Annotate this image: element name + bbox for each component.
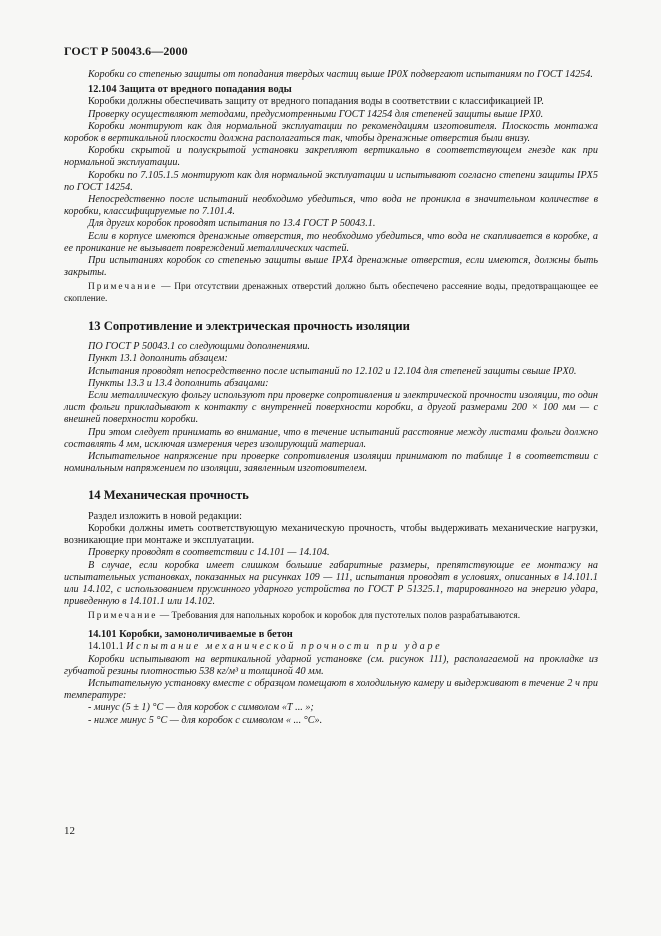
clause-title: Испытание механической прочности при ударе [126,641,443,653]
paragraph: Коробки должны иметь соответствующую механическую прочность, чтобы выдерживать механические нагрузки, возникающие при монтаже и эксплуатации. [64,522,598,547]
document-header: ГОСТ Р 50043.6—2000 [64,44,188,58]
note [64,611,598,623]
subsection-title-12-104: 12.104 Защита от вредного попадания воды [88,84,292,96]
paragraph: Коробки испытывают на вертикальной ударной установке (см. рисунок 111), располагаемой на прокладке из губчатой резины плотностью 538 кг/м³ и толщиной 40 мм. [64,653,598,677]
paragraph: При этом следует принимать во внимание, что в течение испытаний расстояние между листами фольги должно составлять 4 мм, исключая измерения через изолирующий материал. [64,426,598,450]
paragraph: При испытаниях коробок со степенью защиты выше IPX4 дренажные отверстия, если имеются, должны быть закрыты. [64,255,598,279]
note-text: — При отсутствии дренажных отверстий должно быть обеспечено рассеяние воды, предотвращающее ее скопление. [64,282,598,305]
paragraph: Испытания проводят непосредственно после испытаний по 12.102 и 12.104 для степеней защиты свыше IPX0. [88,365,577,377]
note-label: Примечание [88,282,158,293]
clause-heading [64,641,598,653]
note [64,282,598,306]
page-number: 12 [64,825,75,837]
paragraph: Коробки со степенью защиты от попадания твердых частиц выше IP0X подвергают испытаниям по ГОСТ 14254. [88,69,593,80]
paragraph: Коробки монтируют как для нормальной эксплуатации по рекомендациям изготовителя. Плоскость монтажа коробок в вертикальной плоскости должна располагаться так, чтобы дренажные отверстия были внизу. [64,120,598,145]
section-title-14: 14 Механическая прочность [88,488,249,503]
paragraph: В случае, если коробка имеет слишком большие габаритные размеры, препятствующие ее монтажу на испытательных установках, показанных на рисунках 109 — 111, испытания проводят в условиях, описанных в 14.101.1 или 14.102, с использованием пружинного ударного устройства по ГОСТ Р 51325.1, тарированного на энергию удара, приведенную в 14.101.1 или 14.102. [64,559,598,608]
paragraph: Испытательную установку вместе с образцом помещают в холодильную камеру и выдерживают в течение 2 ч при температуре: [64,677,598,702]
paragraph: Коробки должны обеспечивать защиту от вредного попадания воды в соответствии с классификацией IP. [88,96,544,108]
paragraph: Проверку осуществляют методами, предусмотренными ГОСТ 14254 для степеней защиты выше IPX0. [88,108,544,120]
paragraph: Коробки скрытой и полускрытой установки закрепляют вертикально в соответствующем гнезде как при нормальной эксплуатации. [64,145,598,169]
paragraph: Если металлическую фольгу используют при проверке сопротивления и электрической прочности изоляции, то один лист фольги прикладывают к контакту с внутренней поверхности коробки, а другой размерами 200 × 100 мм — с внешней поверхности коробки. [64,390,598,426]
paragraph: Коробки по 7.105.1.5 монтируют как для нормальной эксплуатации и испытывают согласно степени защиты IPX5 по ГОСТ 14254. [64,169,598,193]
list-item: - ниже минус 5 °С — для коробок с символом « ... °С». [88,714,323,726]
subsection-title-14-101: 14.101 Коробки, замоноличиваемые в бетон [88,629,293,641]
section-title-13: 13 Сопротивление и электрическая прочность изоляции [88,319,410,334]
paragraph: Раздел изложить в новой редакции: [88,510,242,522]
note-label: Примечание [88,611,158,622]
paragraph: Проверку проводят в соответствии с 14.101 — 14.104. [88,547,330,559]
paragraph: Испытательное напряжение при проверке сопротивления изоляции принимают по таблице 1 в соответствии с номинальным напряжением по изоляции, заявленным изготовителем. [64,451,598,475]
paragraph: Если в корпусе имеются дренажные отверстия, то необходимо убедиться, что вода не скапливается в коробке, а ее проникание не вызывает повреждений металлических частей. [64,230,598,254]
list-item: - минус (5 ± 1) °С — для коробок с символом «Т ... »; [88,702,314,714]
clause-number: 14.101.1 [88,641,124,653]
note-text: — Требования для напольных коробок и коробок для пустотелых полов разрабатываются. [157,611,521,622]
paragraph: Пункт 13.1 дополнить абзацем: [88,353,228,365]
document-body [64,69,598,727]
temperature-list [88,702,598,726]
paragraph: Пункты 13.3 и 13.4 дополнить абзацами: [88,377,269,389]
paragraph: ПО ГОСТ Р 50043.1 со следующими дополнениями. [88,341,310,353]
paragraph: Непосредственно после испытаний необходимо убедиться, что вода не проникла в значительном количестве в коробки, классифицируемые по 7.101.4. [64,194,598,218]
paragraph: Для других коробок проводят испытания по 13.4 ГОСТ Р 50043.1. [88,218,376,230]
